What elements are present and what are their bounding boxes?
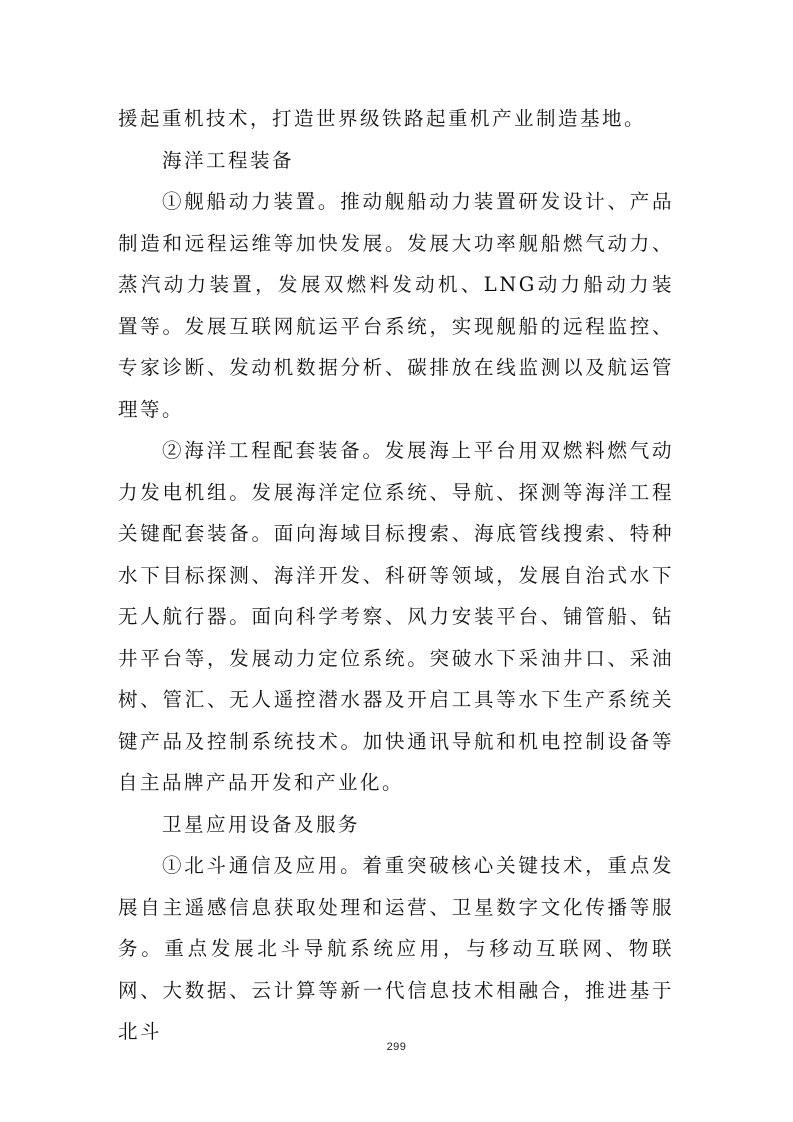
section-heading-marine-engineering: 海洋工程装备 (162, 148, 295, 172)
paragraph-continuation: 援起重机技术，打造世界级铁路起重机产业制造基地。 (118, 107, 647, 130)
section-heading-satellite-application: 卫星应用设备及服务 (162, 812, 361, 836)
paragraph-beidou: ①北斗通信及应用。着重突破核心关键技术，重点发展自主遥感信息获取处理和运营、卫星数字文化传播等服务。重点发展北斗导航系统应用，与移动互联网、物联网、大数据、云计算等新一代信息技术相融合，推进基于北斗 (118, 854, 674, 1043)
page-number: 299 (386, 1041, 407, 1053)
paragraph-ship-power: ①舰船动力装置。推动舰船动力装置研发设计、产品制造和远程运维等加快发展。发展大功率舰船燃气动力、蒸汽动力装置，发展双燃料发动机、LNG动力船动力装置等。发展互联网航运平台系统，实现舰船的远程监控、专家诊断、发动机数据分析、碳排放在线监测以及航运管理等。 (118, 190, 674, 421)
paragraph-marine-support-equipment: ②海洋工程配套装备。发展海上平台用双燃料燃气动力发电机组。发展海洋定位系统、导航、探测等海洋工程关键配套装备。面向海域目标搜索、海底管线搜索、特种水下目标探测、海洋开发、科研等领域，发展自治式水下无人航行器。面向科学考察、风力安装平台、铺管船、钻井平台等，发展动力定位系统。突破水下采油井口、采油树、管汇、无人遥控潜水器及开启工具等水下生产系统关键产品及控制系统技术。加快通讯导航和机电控制设备等自主品牌产品开发和产业化。 (118, 439, 674, 794)
document-body (118, 98, 674, 1053)
